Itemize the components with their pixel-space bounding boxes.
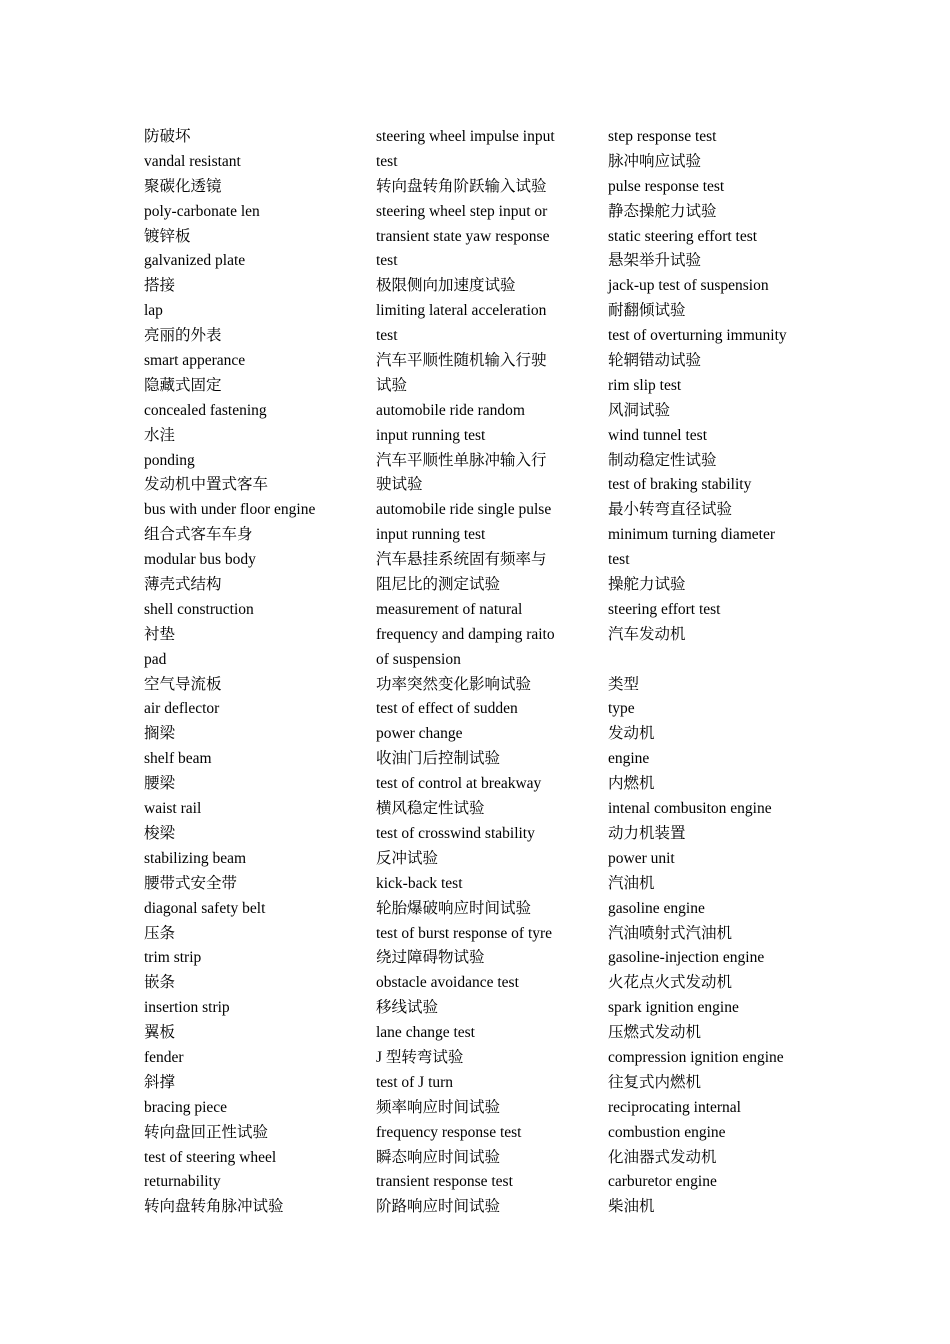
glossary-line: 转向盘回正性试验	[144, 1123, 269, 1141]
glossary-line: test	[608, 551, 630, 569]
glossary-line: frequency response test	[376, 1123, 522, 1141]
glossary-line: 悬架举升试验	[608, 252, 702, 270]
glossary-line: steering effort test	[608, 600, 721, 618]
glossary-line: stabilizing beam	[144, 849, 247, 867]
glossary-line: input running test	[376, 426, 486, 444]
glossary-line: frequency and damping raito	[376, 625, 555, 643]
glossary-line: compression ignition engine	[608, 1048, 784, 1066]
glossary-line: 防破坏	[144, 128, 191, 145]
glossary-line: wind tunnel test	[608, 426, 708, 444]
column-2	[376, 125, 591, 1220]
glossary-line: 组合式客车车身	[144, 526, 253, 544]
glossary-line: 转向盘转角脉冲试验	[144, 1198, 284, 1216]
column-1	[144, 125, 359, 1220]
glossary-line: 衬垫	[144, 625, 176, 643]
glossary-line: pulse response test	[608, 177, 725, 195]
glossary-line: 耐翻倾试验	[608, 302, 686, 320]
glossary-line: test of effect of sudden	[376, 700, 518, 718]
glossary-line: 操舵力试验	[608, 576, 686, 594]
glossary-line: 轮胎爆破响应时间试验	[376, 899, 532, 917]
glossary-line: modular bus body	[144, 551, 256, 569]
glossary-line: 静态操舵力试验	[608, 202, 717, 220]
glossary-line: carburetor engine	[608, 1173, 717, 1191]
glossary-line: 腰梁	[144, 775, 176, 793]
glossary-line: 频率响应时间试验	[376, 1098, 501, 1116]
glossary-line: test of burst response of tyre	[376, 924, 553, 942]
glossary-line: gasoline-injection engine	[608, 949, 765, 967]
glossary-line: automobile ride random	[376, 401, 525, 419]
glossary-line: 移线试验	[376, 999, 439, 1017]
glossary-line: 搭接	[144, 277, 176, 295]
glossary-line: galvanized plate	[144, 252, 246, 270]
glossary-line: 收油门后控制试验	[376, 750, 501, 768]
glossary-line: test of steering wheel	[144, 1148, 277, 1166]
glossary-line: transient state yaw response	[376, 227, 550, 245]
glossary-line: returnability	[144, 1173, 221, 1191]
glossary-line: 发动机	[608, 725, 655, 743]
glossary-line: 嵌条	[144, 974, 176, 992]
glossary-line: lap	[144, 302, 163, 320]
glossary-line: 往复式内燃机	[608, 1073, 702, 1091]
glossary-line: test	[376, 327, 398, 345]
glossary-line: 柴油机	[608, 1198, 655, 1216]
glossary-line	[608, 648, 838, 673]
glossary-line: 汽车平顺性随机输入行驶	[376, 352, 547, 370]
glossary-line: lane change test	[376, 1024, 475, 1042]
glossary-line: measurement of natural	[376, 600, 523, 618]
glossary-line: trim strip	[144, 949, 202, 967]
glossary-line: ponding	[144, 451, 195, 469]
glossary-line: bracing piece	[144, 1098, 228, 1116]
glossary-line: limiting lateral acceleration	[376, 302, 547, 320]
glossary-line: 水洼	[144, 426, 176, 444]
glossary-line: reciprocating internal	[608, 1098, 741, 1116]
glossary-line: 反冲试验	[376, 849, 439, 867]
glossary-line: 压燃式发动机	[608, 1024, 702, 1042]
glossary-line: test of J turn	[376, 1073, 454, 1091]
glossary-line: 化油器式发动机	[608, 1148, 717, 1166]
glossary-line: test of braking stability	[608, 476, 752, 494]
glossary-line: 镀锌板	[144, 227, 191, 245]
glossary-line: steering wheel impulse input	[376, 128, 555, 145]
glossary-line: 内燃机	[608, 775, 655, 793]
glossary-line: pad	[144, 650, 167, 668]
glossary-line: rim slip test	[608, 376, 682, 394]
glossary-line: 阶路响应时间试验	[376, 1198, 501, 1216]
glossary-line: step response test	[608, 128, 717, 145]
glossary-line: 聚碳化透镜	[144, 177, 222, 195]
glossary-line: 亮丽的外表	[144, 327, 222, 345]
glossary-line: type	[608, 700, 635, 718]
glossary-line: J 型转弯试验	[376, 1048, 464, 1066]
glossary-line: bus with under floor engine	[144, 501, 316, 519]
glossary-line: test	[376, 252, 398, 270]
glossary-line: test	[376, 152, 398, 170]
glossary-line: 梭梁	[144, 824, 176, 842]
glossary-line: air deflector	[144, 700, 220, 718]
glossary-line: 斜撑	[144, 1073, 176, 1091]
glossary-line: input running test	[376, 526, 486, 544]
glossary-line: test of control at breakway	[376, 775, 542, 793]
glossary-line: diagonal safety belt	[144, 899, 266, 917]
glossary-line: 最小转弯直径试验	[608, 501, 733, 519]
glossary-line: combustion engine	[608, 1123, 726, 1141]
glossary-line: smart apperance	[144, 352, 246, 370]
glossary-line: kick-back test	[376, 874, 463, 892]
glossary-line: 驶试验	[376, 476, 423, 494]
glossary-line: vandal resistant	[144, 152, 241, 170]
glossary-line: static steering effort test	[608, 227, 758, 245]
glossary-line: 隐藏式固定	[144, 376, 222, 394]
glossary-line: jack-up test of suspension	[608, 277, 769, 295]
glossary-line: 阻尼比的测定试验	[376, 576, 501, 594]
glossary-line: automobile ride single pulse	[376, 501, 552, 519]
glossary-line: 翼板	[144, 1024, 176, 1042]
glossary-line: 汽油喷射式汽油机	[608, 924, 733, 942]
glossary-line: minimum turning diameter	[608, 526, 776, 544]
glossary-line: of suspension	[376, 650, 461, 668]
glossary-line: 发动机中置式客车	[144, 476, 269, 494]
glossary-line: obstacle avoidance test	[376, 974, 519, 992]
glossary-line: 功率突然变化影响试验	[376, 675, 532, 693]
glossary-line: power unit	[608, 849, 675, 867]
glossary-line: 汽车平顺性单脉冲输入行	[376, 451, 547, 469]
glossary-line: spark ignition engine	[608, 999, 739, 1017]
glossary-line: 转向盘转角阶跃输入试验	[376, 177, 547, 195]
glossary-line: shelf beam	[144, 750, 212, 768]
glossary-line: 腰带式安全带	[144, 874, 238, 892]
glossary-line: 极限侧向加速度试验	[376, 277, 516, 295]
glossary-line: 瞬态响应时间试验	[376, 1148, 501, 1166]
glossary-line: 脉冲响应试验	[608, 152, 702, 170]
glossary-line: 火花点火式发动机	[608, 974, 733, 992]
glossary-line: 汽车悬挂系统固有频率与	[376, 551, 547, 569]
glossary-line: intenal combusiton engine	[608, 800, 772, 818]
glossary-line: 试验	[376, 376, 408, 394]
glossary-line: fender	[144, 1048, 184, 1066]
glossary-line: transient response test	[376, 1173, 513, 1191]
glossary-line: 搁梁	[144, 725, 176, 743]
glossary-line: 绕过障碍物试验	[376, 949, 485, 967]
glossary-line: 类型	[608, 675, 640, 693]
glossary-line: 汽油机	[608, 874, 655, 892]
glossary-line: 横风稳定性试验	[376, 800, 485, 818]
glossary-line: gasoline engine	[608, 899, 705, 917]
glossary-line: 薄壳式结构	[144, 576, 222, 594]
glossary-line: test of crosswind stability	[376, 824, 535, 842]
glossary-line: poly-carbonate len	[144, 202, 260, 220]
glossary-line: 制动稳定性试验	[608, 451, 717, 469]
glossary-line: 空气导流板	[144, 675, 222, 693]
glossary-line: 动力机装置	[608, 824, 686, 842]
glossary-line: steering wheel step input or	[376, 202, 548, 220]
glossary-line: 风洞试验	[608, 401, 671, 419]
glossary-line: concealed fastening	[144, 401, 267, 419]
glossary-line: 轮辋错动试验	[608, 352, 702, 370]
glossary-line: waist rail	[144, 800, 202, 818]
glossary-line: test of overturning immunity	[608, 327, 787, 345]
glossary-line: engine	[608, 750, 650, 768]
glossary-line: power change	[376, 725, 463, 743]
glossary-line: shell construction	[144, 600, 254, 618]
glossary-line: 压条	[144, 924, 176, 942]
glossary-line: insertion strip	[144, 999, 230, 1017]
glossary-line: 汽车发动机	[608, 625, 686, 643]
column-3	[608, 125, 838, 1220]
